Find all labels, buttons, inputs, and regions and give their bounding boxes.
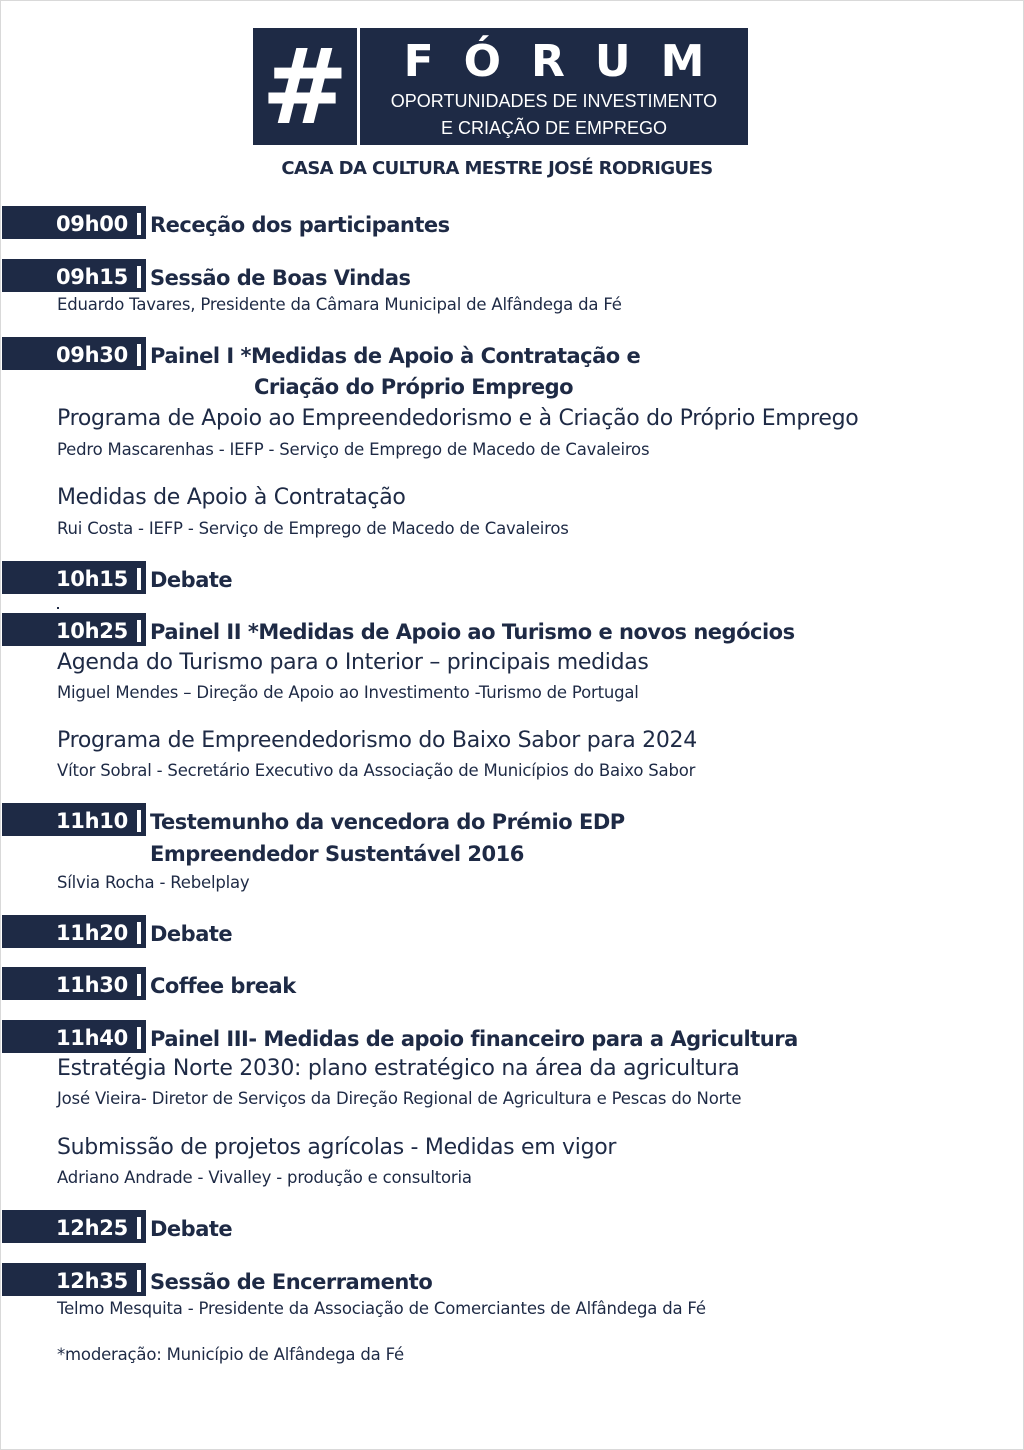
- time-label: 11h20: [56, 921, 128, 945]
- forum-subtitle-line2: E CRIAÇÃO DE EMPREGO: [440, 118, 668, 138]
- time-label: 12h25: [56, 1216, 128, 1240]
- time-label: 12h35: [56, 1269, 128, 1293]
- item-title: Coffee break: [150, 974, 296, 998]
- separator-bar: [137, 266, 141, 288]
- item-title: Debate: [150, 922, 233, 946]
- item-title: Painel I *Medidas de Apoio à Contratação e: [150, 344, 641, 368]
- forum-title-box: [360, 28, 748, 145]
- item-title-continued: Empreendedor Sustentável 2016: [150, 842, 524, 866]
- moderation-footnote: *moderação: Município de Alfândega da Fé: [57, 1345, 404, 1364]
- separator-bar: [137, 922, 141, 944]
- separator-bar: [137, 568, 141, 590]
- item-title: Painel III- Medidas de apoio financeiro para a Agricultura: [150, 1027, 798, 1051]
- speaker: Pedro Mascarenhas - IEFP - Serviço de Emprego de Macedo de Cavaleiros: [57, 440, 650, 459]
- topic-title: Programa de Apoio ao Empreendedorismo e à Criação do Próprio Emprego: [57, 406, 859, 431]
- time-label: 09h30: [56, 343, 128, 367]
- speaker: Telmo Mesquita - Presidente da Associação de Comerciantes de Alfândega da Fé: [57, 1299, 706, 1318]
- topic-title: Submissão de projetos agrícolas - Medidas em vigor: [57, 1135, 617, 1160]
- venue-name: CASA DA CULTURA MESTRE JOSÉ RODRIGUES: [281, 158, 713, 179]
- forum-title: FÓRUM: [403, 36, 735, 87]
- item-title-continued: Criação do Próprio Emprego: [254, 375, 574, 399]
- separator-bar: [137, 213, 141, 235]
- separator-bar: [137, 1217, 141, 1239]
- topic-title: Agenda do Turismo para o Interior – principais medidas: [57, 650, 649, 675]
- forum-subtitle-line1: OPORTUNIDADES DE INVESTIMENTO: [390, 91, 718, 111]
- separator-bar: [137, 1027, 141, 1049]
- speaker: Eduardo Tavares, Presidente da Câmara Municipal de Alfândega da Fé: [57, 295, 622, 314]
- speaker: Sílvia Rocha - Rebelplay: [57, 873, 250, 892]
- speaker: Adriano Andrade - Vivalley - produção e consultoria: [57, 1168, 472, 1187]
- item-title: Sessão de Boas Vindas: [150, 266, 411, 290]
- speaker: Miguel Mendes – Direção de Apoio ao Investimento -Turismo de Portugal: [57, 683, 639, 702]
- time-label: 11h30: [56, 973, 128, 997]
- item-title: Receção dos participantes: [150, 213, 450, 237]
- time-label: 10h25: [56, 619, 128, 643]
- item-title: Testemunho da vencedora do Prémio EDP: [150, 810, 625, 834]
- separator-bar: [137, 1270, 141, 1292]
- topic-title: Estratégia Norte 2030: plano estratégico na área da agricultura: [57, 1056, 740, 1081]
- time-label: 11h40: [56, 1026, 128, 1050]
- time-label: 11h10: [56, 809, 128, 833]
- topic-title: Medidas de Apoio à Contratação: [57, 485, 406, 510]
- hash-logo: [253, 25, 357, 148]
- item-title: Painel II *Medidas de Apoio ao Turismo e novos negócios: [150, 620, 795, 644]
- separator-bar: [137, 620, 141, 642]
- separator-bar: [137, 810, 141, 832]
- separator-bar: [137, 344, 141, 366]
- hash-symbol: #: [261, 25, 349, 148]
- time-label: 09h00: [56, 212, 128, 236]
- time-label: 09h15: [56, 265, 128, 289]
- time-label: 10h15: [56, 567, 128, 591]
- speaker: Vítor Sobral - Secretário Executivo da Associação de Municípios do Baixo Sabor: [57, 761, 696, 780]
- item-title: Sessão de Encerramento: [150, 1270, 433, 1294]
- item-title: Debate: [150, 1217, 233, 1241]
- item-title: Debate: [150, 568, 233, 592]
- speaker: José Vieira- Diretor de Serviços da Direção Regional de Agricultura e Pescas do Norte: [57, 1089, 742, 1108]
- topic-title: Programa de Empreendedorismo do Baixo Sabor para 2024: [57, 728, 697, 753]
- speaker: Rui Costa - IEFP - Serviço de Emprego de Macedo de Cavaleiros: [57, 519, 569, 538]
- stray-dot: [57, 607, 59, 609]
- separator-bar: [137, 974, 141, 996]
